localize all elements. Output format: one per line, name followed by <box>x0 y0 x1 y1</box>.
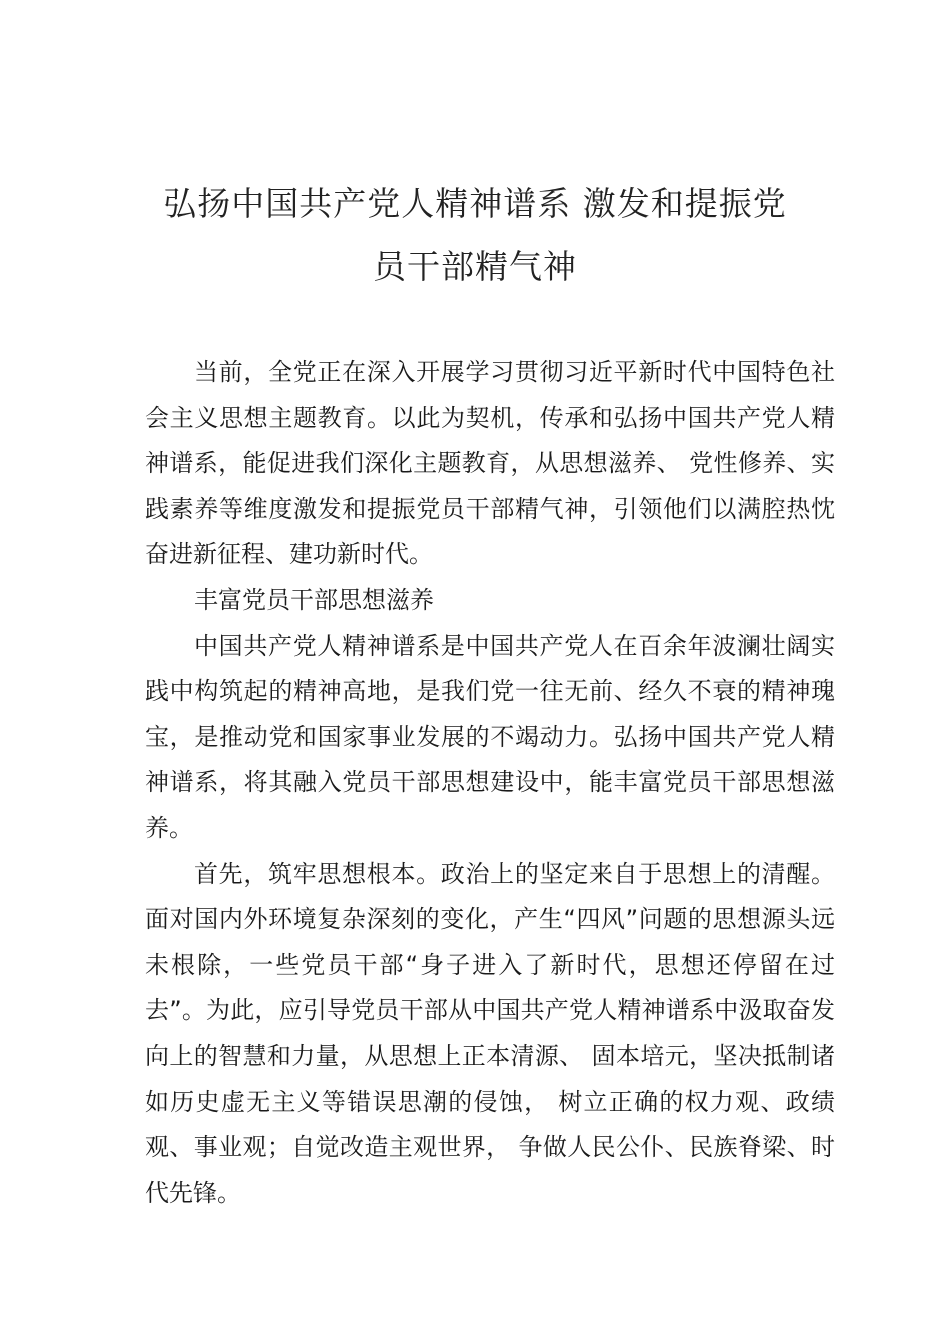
document-body <box>145 350 835 1216</box>
title-line-1: 弘扬中国共产党人精神谱系 激发和提振党 <box>163 184 787 223</box>
paragraph-first-point: 首先，筑牢思想根本。政治上的坚定来自于思想上的清醒。面对国内外环境复杂深刻的变化，产生“四风”问题的思想源头远未根除，一些党员干部“身子进入了新时代，思想还停留在过去”。为此，应引导党员干部从中国共产党人精神谱系中汲取奋发向上的智慧和力量，从思想上正本清源、 固本培元，坚决抵制诸如历史虚无主义等错误思潮的侵蚀， 树立正确的权力观、政绩观、事业观；自觉改造主观世界， 争做人民公仆、民族脊梁、时代先锋。 <box>145 859 835 1207</box>
document-title <box>120 172 830 298</box>
section-heading: 丰富党员干部思想滋养 <box>194 585 434 614</box>
paragraph-spirit-lineage: 中国共产党人精神谱系是中国共产党人在百余年波澜壮阔实践中构筑起的精神高地，是我们党一往无前、经久不衰的精神瑰宝，是推动党和国家事业发展的不竭动力。弘扬中国共产党人精神谱系，将其融入党员干部思想建设中，能丰富党员干部思想滋养。 <box>145 631 835 842</box>
title-line-2: 员干部精气神 <box>373 247 577 286</box>
paragraph-intro: 当前，全党正在深入开展学习贯彻习近平新时代中国特色社会主义思想主题教育。以此为契机，传承和弘扬中国共产党人精神谱系，能促进我们深化主题教育，从思想滋养、 党性修养、实践素养等维度激发和提振党员干部精气神，引领他们以满腔热忱奋进新征程、建功新时代。 <box>145 358 835 569</box>
